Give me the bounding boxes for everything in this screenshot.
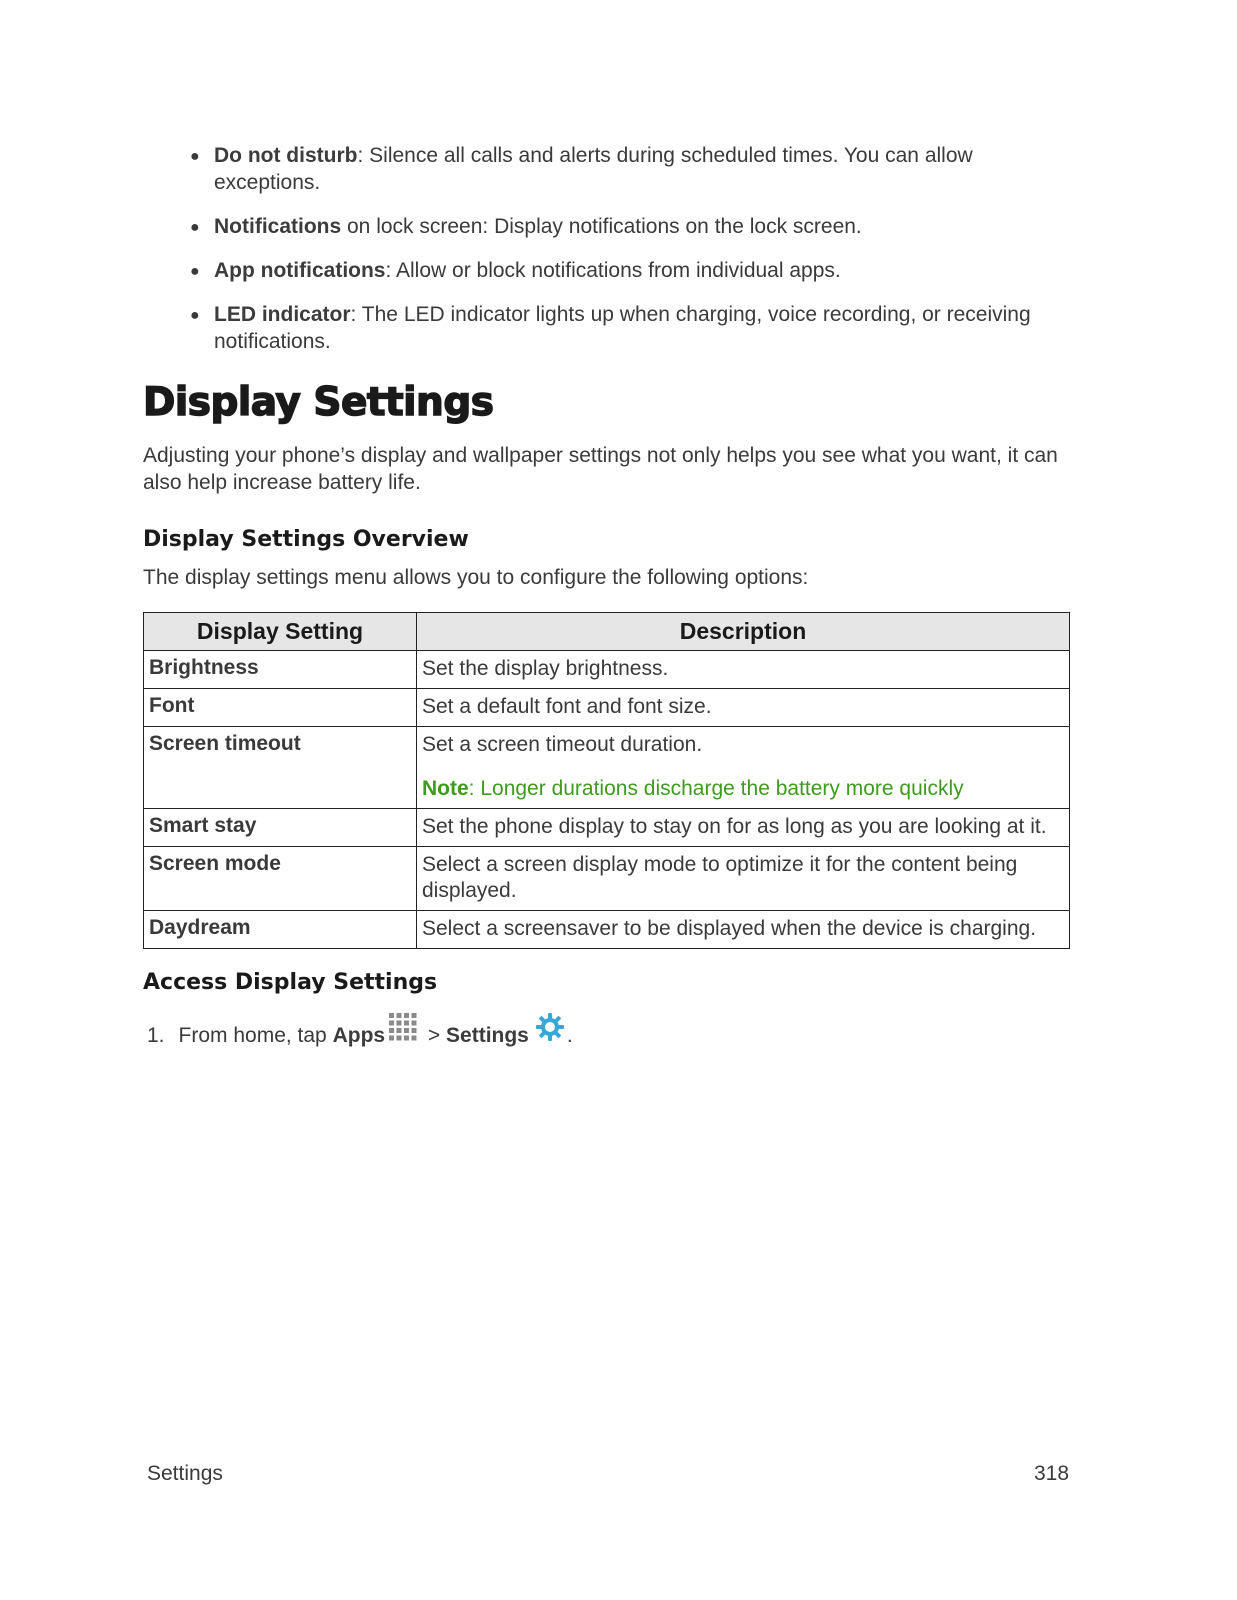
column-header-description: Description (417, 613, 1070, 651)
overview-text: The display settings menu allows you to configure the following options: (143, 566, 809, 589)
setting-description: Set the phone display to stay on for as long as you are looking at it. (417, 809, 1070, 847)
table-row (144, 689, 1070, 727)
setting-description: Select a screensaver to be displayed when the device is charging. (417, 911, 1070, 949)
access-heading: Access Display Settings (143, 970, 438, 995)
display-settings-table (143, 612, 1070, 949)
table-row (144, 651, 1070, 689)
bullet-term: LED indicator (214, 303, 351, 326)
setting-name: Screen timeout (144, 727, 417, 809)
section-title: Display Settings (143, 380, 494, 425)
table-row (144, 847, 1070, 911)
setting-name: Brightness (144, 651, 417, 689)
setting-description (417, 727, 1070, 809)
table-row (144, 911, 1070, 949)
bullet-icon: ● (190, 307, 200, 324)
apps-label: Apps (332, 1024, 386, 1047)
page-number: 318 (1034, 1462, 1070, 1485)
note-body: : Longer durations discharge the battery more quickly (468, 777, 964, 800)
list-item (190, 213, 1070, 240)
table-row (144, 727, 1070, 809)
setting-description: Set a default font and font size. (417, 689, 1070, 727)
notification-options-list (190, 142, 1070, 372)
setting-name: Screen mode (144, 847, 417, 911)
list-item (190, 257, 1070, 284)
bullet-text: : Allow or block notifications from individual apps. (385, 259, 841, 282)
intro-paragraph: Adjusting your phone’s display and wallpaper settings not only helps you see what you want, it can also help increase battery life. (143, 444, 1058, 494)
bullet-term: App notifications (214, 259, 386, 282)
bullet-icon: ● (190, 263, 200, 280)
path-separator: > (422, 1024, 447, 1047)
bullet-term: Notifications (214, 215, 342, 238)
setting-name: Daydream (144, 911, 417, 949)
note-text (422, 776, 1064, 802)
bullet-icon: ● (190, 148, 200, 165)
settings-label: Settings (446, 1024, 529, 1047)
settings-gear-icon (535, 1012, 565, 1042)
list-item (190, 301, 1070, 355)
setting-name: Smart stay (144, 809, 417, 847)
bullet-icon: ● (190, 219, 200, 236)
table-header-row (144, 613, 1070, 651)
column-header-setting: Display Setting (144, 613, 417, 651)
step-prefix: From home, tap (178, 1024, 333, 1047)
bullet-text: : Silence all calls and alerts during scheduled times. You can allow exceptions. (214, 144, 973, 194)
footer-section-name: Settings (147, 1462, 223, 1485)
step-1 (147, 1012, 573, 1048)
setting-description-text: Set a screen timeout duration. (422, 733, 703, 756)
setting-name: Font (144, 689, 417, 727)
table-row (144, 809, 1070, 847)
bullet-term: Do not disturb (214, 144, 358, 167)
apps-grid-icon (388, 1012, 418, 1042)
setting-description: Select a screen display mode to optimize it for the content being displayed. (417, 847, 1070, 911)
list-item (190, 142, 1070, 196)
overview-heading: Display Settings Overview (143, 527, 469, 552)
step-number: 1. (147, 1024, 165, 1047)
bullet-text: on lock screen: Display notifications on the lock screen. (341, 215, 862, 238)
bullet-text: : The LED indicator lights up when charging, voice recording, or receiving notifications. (214, 303, 1031, 353)
setting-description: Set the display brightness. (417, 651, 1070, 689)
step-end: . (566, 1024, 573, 1047)
note-label: Note (422, 777, 469, 800)
